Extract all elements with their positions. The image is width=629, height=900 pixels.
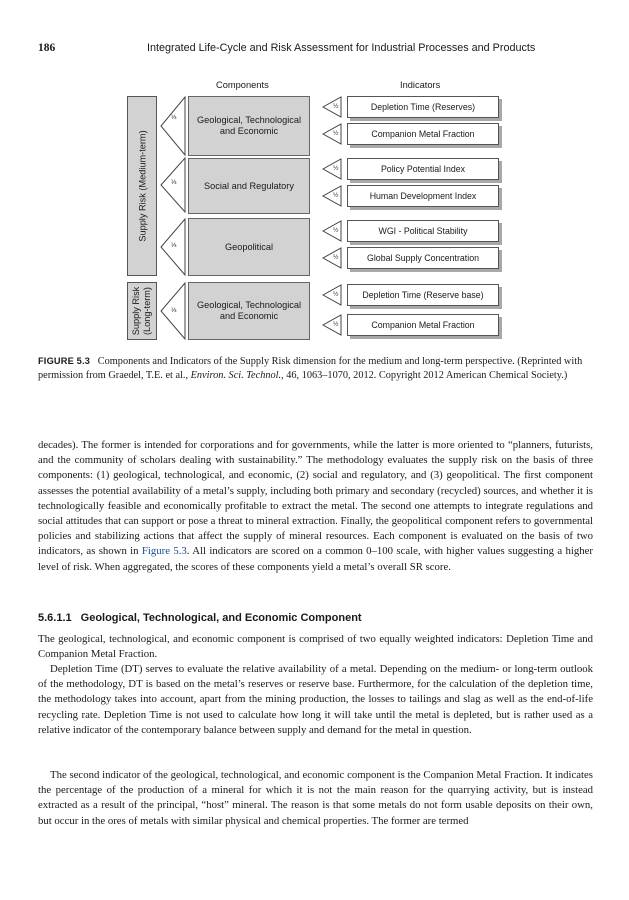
indicator-box: Global Supply Concentration	[347, 247, 499, 269]
weight-triangle-icon	[322, 123, 342, 145]
caption-text: Components and Indicators of the Supply Risk dimension for the medium and long-term perspective. (Reprinted with permission from Graedel, T.E. et al.,	[38, 356, 583, 381]
component-label: Geological, Technological	[196, 115, 302, 125]
indicator-box: Depletion Time (Reserves)	[347, 96, 499, 118]
component-weight-label: ⅓	[171, 242, 177, 249]
component-label: Social and Regulatory	[204, 180, 294, 191]
component-weight-label: ⅓	[171, 114, 177, 121]
weight-triangle-icon	[322, 314, 342, 336]
component-box	[188, 282, 310, 340]
weight-triangle-icon	[322, 220, 342, 242]
caption-text: , 46, 1063–1070, 2012. Copyright 2012 American Chemical Society.)	[281, 369, 568, 381]
indicator-box: Policy Potential Index	[347, 158, 499, 180]
indicator-weight-label: ½	[333, 321, 339, 328]
indicators-column-header: Indicators	[400, 80, 441, 90]
indicator-box: Companion Metal Fraction	[347, 314, 499, 336]
indicator-box: Companion Metal Fraction	[347, 123, 499, 145]
supply-risk-long-term-label	[131, 287, 153, 336]
indicator-weight-label: ½	[333, 254, 339, 261]
weight-triangle-icon	[322, 96, 342, 118]
section-title: Geological, Technological, and Economic Component	[80, 612, 362, 624]
section-heading	[38, 612, 362, 624]
paragraph-text: decades). The former is intended for corporations and for governments, while the latter is more oriented to “planners, futurists, and the community of scholars dealing with sustainability.” The methodology evaluates the supply risk on the basis of three components: (1) geological, technological, and economic, (2) social and regulatory, and (3) geopolitical. The first component assesses the potential availability of a metal’s supply, including both primary and secondary (recycled) sources, and whether it is technologically feasible and economically profitable to extract the metal. The second one attempts to integrate regulations and social attitudes that can support or pose a threat to mineral extraction. Finally, the geopolitical component refers to governmental policies and stabilizing actions that affect the supply of mineral resources. Each component is evaluated on the basis of two indicators, as shown in	[38, 439, 593, 558]
weight-triangle-icon	[322, 185, 342, 207]
figure-reference-link[interactable]: Figure 5.3	[141, 545, 187, 558]
indicator-box: Human Development Index	[347, 185, 499, 207]
section-number: 5.6.1.1	[38, 612, 72, 624]
indicator-weight-label: ½	[333, 130, 339, 137]
component-box	[188, 218, 310, 276]
supply-risk-long-term-line1: Supply Risk	[131, 286, 141, 336]
body-paragraph: Depletion Time (DT) serves to evaluate the relative availability of a metal. Depending on the medium- or long-term outlook of the methodology, DT is based on the metal’s reserves or reserve base. Furthermore, for the calculation of the depletion time, the methodology takes into account, apart from the mining production, the losses to tailings and slag as well as the end-of-life recycling rate. Depletion Time is not used to calculate how long it will take until the metal is depleted, but is rather used as a relative indicator of the contemporary balance between supply and demand for the metal in question.	[38, 663, 593, 736]
component-box	[188, 158, 310, 214]
supply-risk-long-term-line2: (Long-term)	[142, 287, 152, 336]
supply-risk-medium-term-label: Supply Risk (Medium-term)	[137, 130, 148, 242]
indicator-box: Depletion Time (Reserve base)	[347, 284, 499, 306]
component-label: Geological, Technological	[196, 300, 302, 310]
weight-triangle-icon	[159, 96, 187, 156]
components-column-header: Components	[216, 80, 269, 90]
component-label: and Economic	[219, 311, 279, 321]
indicator-weight-label: ½	[333, 103, 339, 110]
component-label: Geopolitical	[224, 241, 273, 252]
caption-journal: Environ. Sci. Technol.	[190, 369, 282, 381]
weight-triangle-icon	[322, 158, 342, 180]
component-label: and Economic	[219, 126, 279, 136]
body-paragraph	[38, 438, 593, 575]
page-number: 186	[38, 42, 56, 54]
weight-triangle-icon	[322, 284, 342, 306]
indicator-weight-label: ½	[333, 227, 339, 234]
running-title: Integrated Life-Cycle and Risk Assessment for Industrial Processes and Products	[147, 42, 536, 54]
indicator-box: WGI - Political Stability	[347, 220, 499, 242]
figure-label: FIGURE 5.3	[38, 356, 91, 366]
indicator-weight-label: ½	[333, 291, 339, 298]
component-box	[188, 96, 310, 156]
component-weight-label: ⅓	[171, 307, 177, 314]
figure-5-3	[0, 0, 629, 345]
component-weight-label: ⅓	[171, 179, 177, 186]
body-paragraph: The geological, technological, and economic component is comprised of two equally weighted indicators: Depletion Time and Companion Metal Fraction.	[38, 633, 593, 661]
paragraph-text: . All indicators are scored on a common 0–100 scale, with higher values suggesting a higher level of risk. When aggregated, the scores of these components yield a metal’s overall SR score.	[38, 545, 593, 573]
weight-triangle-icon	[322, 247, 342, 269]
indicator-weight-label: ½	[333, 165, 339, 172]
figure-caption	[38, 355, 593, 383]
body-paragraph: The second indicator of the geological, technological, and economic component is the Companion Metal Fraction. It indicates the percentage of the production of a mineral for which it is not the main reason for the quarrying activity, but is instead extracted as a result of the principal, “host” mineral. The reason is that some metals do not form usable deposits on their own, but occur in the ores of metals with similar physical and chemical properties. The former are termed	[38, 769, 593, 827]
indicator-weight-label: ½	[333, 192, 339, 199]
